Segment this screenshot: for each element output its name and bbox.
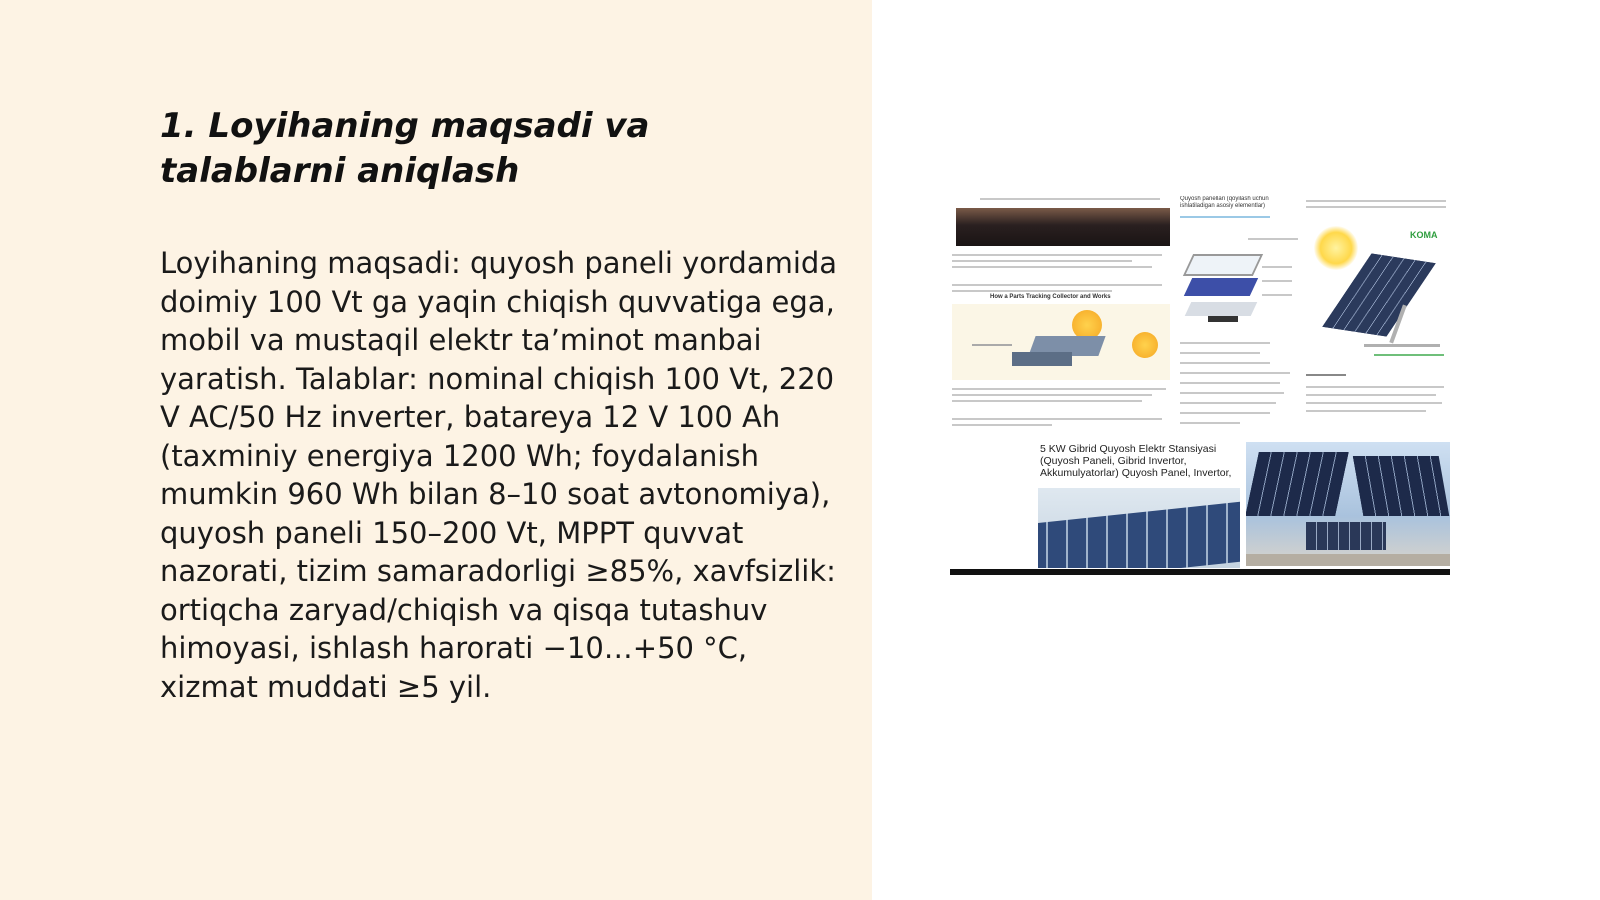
slide-body-text: Loyihaning maqsadi: quyosh paneli yordamida doimiy 100 Vt ga yaqin chiqish quvvatiga ega, mobil va mustaqil elektr ta’minot manbai yaratish. Talablar: nominal chiqish 100 Vt, 220 V AC/50 Hz inverter, batareya 12 V 100 Ah (taxminiy energiya 1200 Wh; foydalanish mumkin 960 Wh bilan 8–10 soat avtonomiya), quyosh paneli 150–200 Vt, MPPT quvvat nazorati, tizim samaradorligi ≥85%, xavfsizlik: ortiqcha zaryad/chiqish va qisqa tutashuv himoyasi, ishlash harorati −10…+50 °C, xizmat muddati ≥5 yil. [160,246,838,704]
collage-bottom-bar [950,569,1450,575]
slide-title: 1. Loyihaning maqsadi va talablarni aniqlash [160,106,650,191]
solar-system-diagram [952,304,1170,380]
collage-document-cell [950,196,1172,436]
solar-panel-collage-image [950,196,1450,576]
solar-farm-photo-right [1246,442,1450,566]
collage-main-caption: 5 KW Gibrid Quyosh Elektr Stansiyasi (Quyosh Paneli, Gibrid Invertor, Akkumulyatorlar) Quyosh Panel, Invertor, [1040,443,1232,479]
collage-top-caption: Quyosh panellari (qoyilash uchun ishlatiladigan asosiy elementlar) [1180,196,1269,209]
solar-farm-photo-left [1038,488,1240,568]
collage-panel-stand-cell [1304,196,1450,436]
collage-panel-layers-cell [1178,196,1298,436]
brand-logo: KOMA [1410,230,1438,240]
diagram-caption: How a Parts Tracking Collector and Works [990,294,1111,300]
